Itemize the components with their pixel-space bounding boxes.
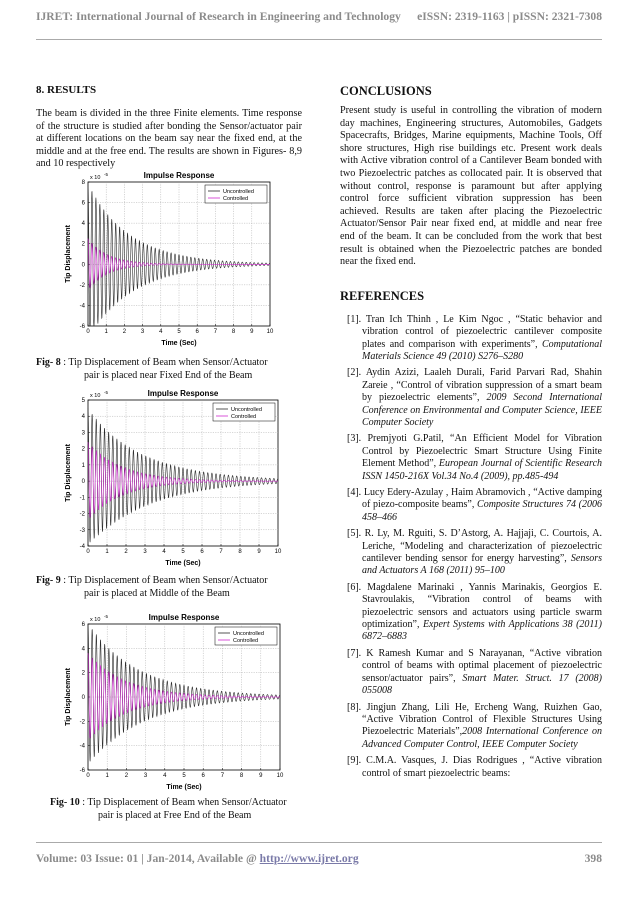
figure-8-caption-line2: pair is placed near Fixed End of the Beam: [84, 369, 253, 381]
reference-item: [340, 702, 602, 752]
reference-text: [1]. Tran Ich Thinh , Le Kim Ngoc , “Static behavior and vibration control of piezoelectric cantilever composite plates and comparison with experiments”,: [347, 313, 602, 350]
reference-item: [340, 314, 602, 364]
chart-title: Impulse Response: [148, 613, 220, 622]
y-tick-label: 4: [81, 221, 85, 228]
reference-text: [6]. Magdalene Marinaki , Yannis Marinakis, Georgios E. Stavroulakis, “Vibration control of beams with piezoelectric sensors and actuators using particle swarm optimization”,: [347, 581, 602, 631]
conclusions-heading: CONCLUSIONS: [340, 84, 432, 98]
reference-item: [340, 755, 602, 780]
y-tick-label: -6: [79, 768, 85, 774]
y-axis-label: Tip Displacement: [65, 668, 72, 726]
y-tick-label: 2: [81, 241, 85, 248]
footer-volume-text: Volume: 03 Issue: 01 | Jan-2014, Available @: [36, 852, 260, 865]
reference-item: [340, 433, 602, 483]
reference-text: [9]. C.M.A. Vasques, J. Dias Rodrigues , “Active vibration control of smart piezoelectric beams:: [347, 755, 602, 779]
reference-item: [340, 582, 602, 644]
x-tick-label: 5: [182, 773, 186, 779]
references-heading: REFERENCES: [340, 288, 425, 303]
y-tick-label: -2: [79, 719, 85, 726]
legend-label: Uncontrolled: [231, 407, 262, 413]
x-tick-label: 5: [181, 549, 185, 555]
x-tick-label: 4: [159, 329, 163, 335]
y-tick-label: 8: [81, 180, 85, 186]
figure-8-label: Fig- 8: [36, 357, 61, 368]
conclusions-paragraph: Present study is useful in controlling the vibration of modern day machines, Engineering structures, Automobiles, Gadgets Spacecrafts, Bridges, Marine equipments, Machine Tools, Off shore structures, High rise buildings etc. Present work deals with Active vibration control of a Cantilever Beam bonded with two Piezoelectric patches as collocated pair. It is observed that without control, response is paramount but after applying control force sufficient vibration suppression has been achieved. Results are taken after placing the Piezoelectric Actuator/Sensor Pair near fixed end, at middle and near free end of the beam. It can be concluded from the work that best result is obtained when the Piezoelectric patches are bonded near the fixed end.: [340, 105, 602, 268]
reference-text: [7]. K Ramesh Kumar and S Narayanan, “Active vibration control of beams with optimal placement of piezoelectric sensor/actuator pairs”,: [347, 647, 602, 684]
left-column: [36, 84, 302, 171]
axis-exponent-power: -5: [104, 614, 109, 619]
figure-8-chart: [62, 168, 284, 348]
footer-rule: [36, 842, 602, 843]
running-footer: [36, 852, 602, 870]
y-axis-label: Tip Displacement: [65, 444, 72, 502]
axis-exponent: x 10: [90, 393, 101, 399]
x-tick-label: 1: [105, 773, 109, 779]
y-tick-label: 1: [81, 462, 85, 469]
reference-source: 2008 International Conference on Advanced Computer Control, IEEE Computer Society: [362, 726, 603, 750]
x-tick-label: 6: [201, 773, 205, 779]
y-tick-label: 0: [81, 479, 85, 486]
issn: eISSN: 2319-1163 | pISSN: 2321-7308: [417, 10, 602, 23]
reference-source: Expert Systems with Applications 38 (2011) 6872–6883: [362, 619, 602, 643]
x-axis-label: Time (Sec): [165, 560, 201, 567]
results-heading: 8. RESULTS: [36, 84, 97, 96]
y-axis-label: Tip Displacement: [65, 225, 72, 283]
axis-exponent-power: -5: [104, 172, 109, 177]
x-tick-label: 1: [105, 549, 109, 555]
y-tick-label: -2: [79, 511, 85, 518]
axis-exponent-power: -5: [104, 390, 109, 395]
chart-title: Impulse Response: [143, 171, 215, 180]
reference-source: Computational Materials Science 49 (2010) S276–S280: [362, 338, 602, 362]
figure-9-caption-line2: pair is placed at Middle of the Beam: [84, 587, 230, 599]
reference-text: [4]. Lucy Edery-Azulay , Haim Abramovich , “Active damping of piezo-composite beams”,: [347, 487, 602, 511]
x-tick-label: 3: [143, 773, 148, 779]
x-tick-label: 5: [177, 329, 181, 335]
figure-8-caption: [36, 357, 268, 382]
x-tick-label: 9: [257, 549, 261, 555]
x-tick-label: 7: [220, 773, 225, 779]
y-tick-label: 0: [81, 262, 85, 269]
y-tick-label: 6: [81, 622, 85, 628]
figure-10-caption-line1: : Tip Displacement of Beam when Sensor/Actuator: [82, 797, 287, 808]
reference-item: [340, 367, 602, 429]
x-axis-label: Time (Sec): [161, 340, 197, 347]
y-tick-label: 4: [81, 646, 85, 653]
y-tick-label: 6: [81, 200, 85, 207]
axis-exponent: x 10: [90, 175, 101, 181]
x-tick-label: 10: [274, 549, 282, 555]
y-tick-label: -1: [79, 495, 85, 502]
journal-title: IJRET: International Journal of Research in Engineering and Technology: [36, 10, 401, 23]
footer-volume: [36, 852, 359, 870]
results-paragraph: The beam is divided in the three Finite elements. Time response of the structure is studied after bonding the Sensor/actuator pair at different locations on the beam say near the fixed end, at the middle and at the free end. The results are shown in Figures- 8,9 and 10 respectively: [36, 108, 302, 170]
reference-source: 2009 Second International Conference on Environmental and Computer Science, IEEE Computer Society: [362, 392, 603, 428]
reference-list: [340, 314, 602, 780]
x-tick-label: 4: [163, 773, 167, 779]
figure-10-label: Fig- 10: [50, 797, 80, 808]
figure-9-label: Fig- 9: [36, 575, 61, 586]
x-tick-label: 10: [266, 329, 274, 335]
y-tick-label: -4: [79, 303, 85, 310]
reference-text: [3]. Premjyoti G.Patil, “An Efficient Model for Vibration Control by Piezoelectric Smart Structure Using Finite Element Method”,: [347, 433, 602, 470]
y-tick-label: -2: [79, 282, 85, 289]
legend-label: Controlled: [231, 414, 257, 420]
x-tick-label: 2: [124, 773, 129, 779]
x-tick-label: 8: [239, 773, 244, 779]
figure-9-caption-line1: : Tip Displacement of Beam when Sensor/Actuator: [63, 575, 268, 586]
running-header: [36, 10, 602, 34]
x-axis-label: Time (Sec): [166, 784, 202, 791]
reference-item: [340, 487, 602, 524]
x-tick-label: 3: [143, 549, 147, 555]
x-tick-label: 0: [86, 329, 90, 335]
reference-item: [340, 528, 602, 578]
figure-10-chart: [62, 610, 294, 792]
x-tick-label: 7: [219, 549, 223, 555]
legend-label: Controlled: [233, 638, 259, 644]
y-tick-label: 0: [81, 695, 85, 701]
legend-label: Uncontrolled: [233, 631, 264, 637]
axis-exponent: x 10: [90, 617, 101, 623]
legend-label: Uncontrolled: [223, 189, 254, 195]
y-tick-label: -6: [79, 324, 85, 330]
x-tick-label: 10: [276, 773, 284, 779]
y-tick-label: 2: [81, 446, 85, 453]
x-tick-label: 3: [140, 329, 145, 335]
x-tick-label: 2: [124, 549, 128, 555]
x-tick-label: 9: [259, 773, 263, 779]
page-number: 398: [584, 852, 602, 865]
figure-9-caption: [36, 575, 268, 600]
reference-item: [340, 648, 602, 698]
y-tick-label: 4: [81, 414, 85, 421]
x-tick-label: 7: [213, 329, 218, 335]
y-tick-label: 3: [81, 430, 85, 437]
journal-link[interactable]: http://www.ijret.org: [259, 852, 359, 865]
x-tick-label: 9: [250, 329, 254, 335]
figure-9-chart: [62, 386, 292, 568]
y-tick-label: 5: [81, 398, 85, 404]
figure-10-caption-line2: pair is placed at Free End of the Beam: [98, 809, 252, 821]
reference-source: Sensors and Actuators A 168 (2011) 95–100: [362, 553, 602, 577]
figure-10-caption: [50, 797, 287, 822]
reference-text: [5]. R. Ly, M. Rguiti, S. D’Astorg, A. Hajjaji, C. Courtois, A. Leriche, “Modeling and characterization of piezoelectric cantilever bending sensor for energy harvesting”,: [347, 528, 602, 565]
y-tick-label: 2: [81, 670, 85, 677]
x-tick-label: 8: [231, 329, 236, 335]
x-tick-label: 6: [200, 549, 204, 555]
x-tick-label: 2: [122, 329, 127, 335]
y-tick-label: -4: [79, 544, 85, 550]
x-tick-label: 0: [86, 549, 90, 555]
legend-label: Controlled: [223, 196, 249, 202]
reference-source: Smart Mater. Struct. 17 (2008) 055008: [362, 672, 602, 697]
right-column: [340, 84, 602, 784]
x-tick-label: 4: [162, 549, 166, 555]
x-tick-label: 1: [104, 329, 108, 335]
figure-8-caption-line1: : Tip Displacement of Beam when Sensor/Actuator: [63, 357, 268, 368]
reference-source: European Journal of Scientific Research ISSN 1450-216X Vol.34 No.4 (2009), pp.485-494: [362, 458, 603, 482]
x-tick-label: 8: [238, 549, 242, 555]
reference-text: [2]. Aydin Azizi, Laaleh Durali, Farid Parvari Rad, Shahin Zareie , “Control of vibration suppression of a smart beam by piezoelectric elements”,: [347, 367, 602, 404]
y-tick-label: -3: [79, 527, 85, 534]
y-tick-label: -4: [79, 743, 85, 750]
x-tick-label: 6: [195, 329, 199, 335]
reference-source: Composite Structures 74 (2006 458–466: [362, 499, 602, 523]
header-rule: [36, 39, 602, 40]
chart-title: Impulse Response: [147, 389, 219, 398]
x-tick-label: 0: [86, 773, 90, 779]
reference-text: [8]. Jingjun Zhang, Lili He, Ercheng Wang, Ruizhen Gao, “Active Vibration Control of Flexible Structures Using Piezoelectric Materials”,: [347, 701, 602, 738]
